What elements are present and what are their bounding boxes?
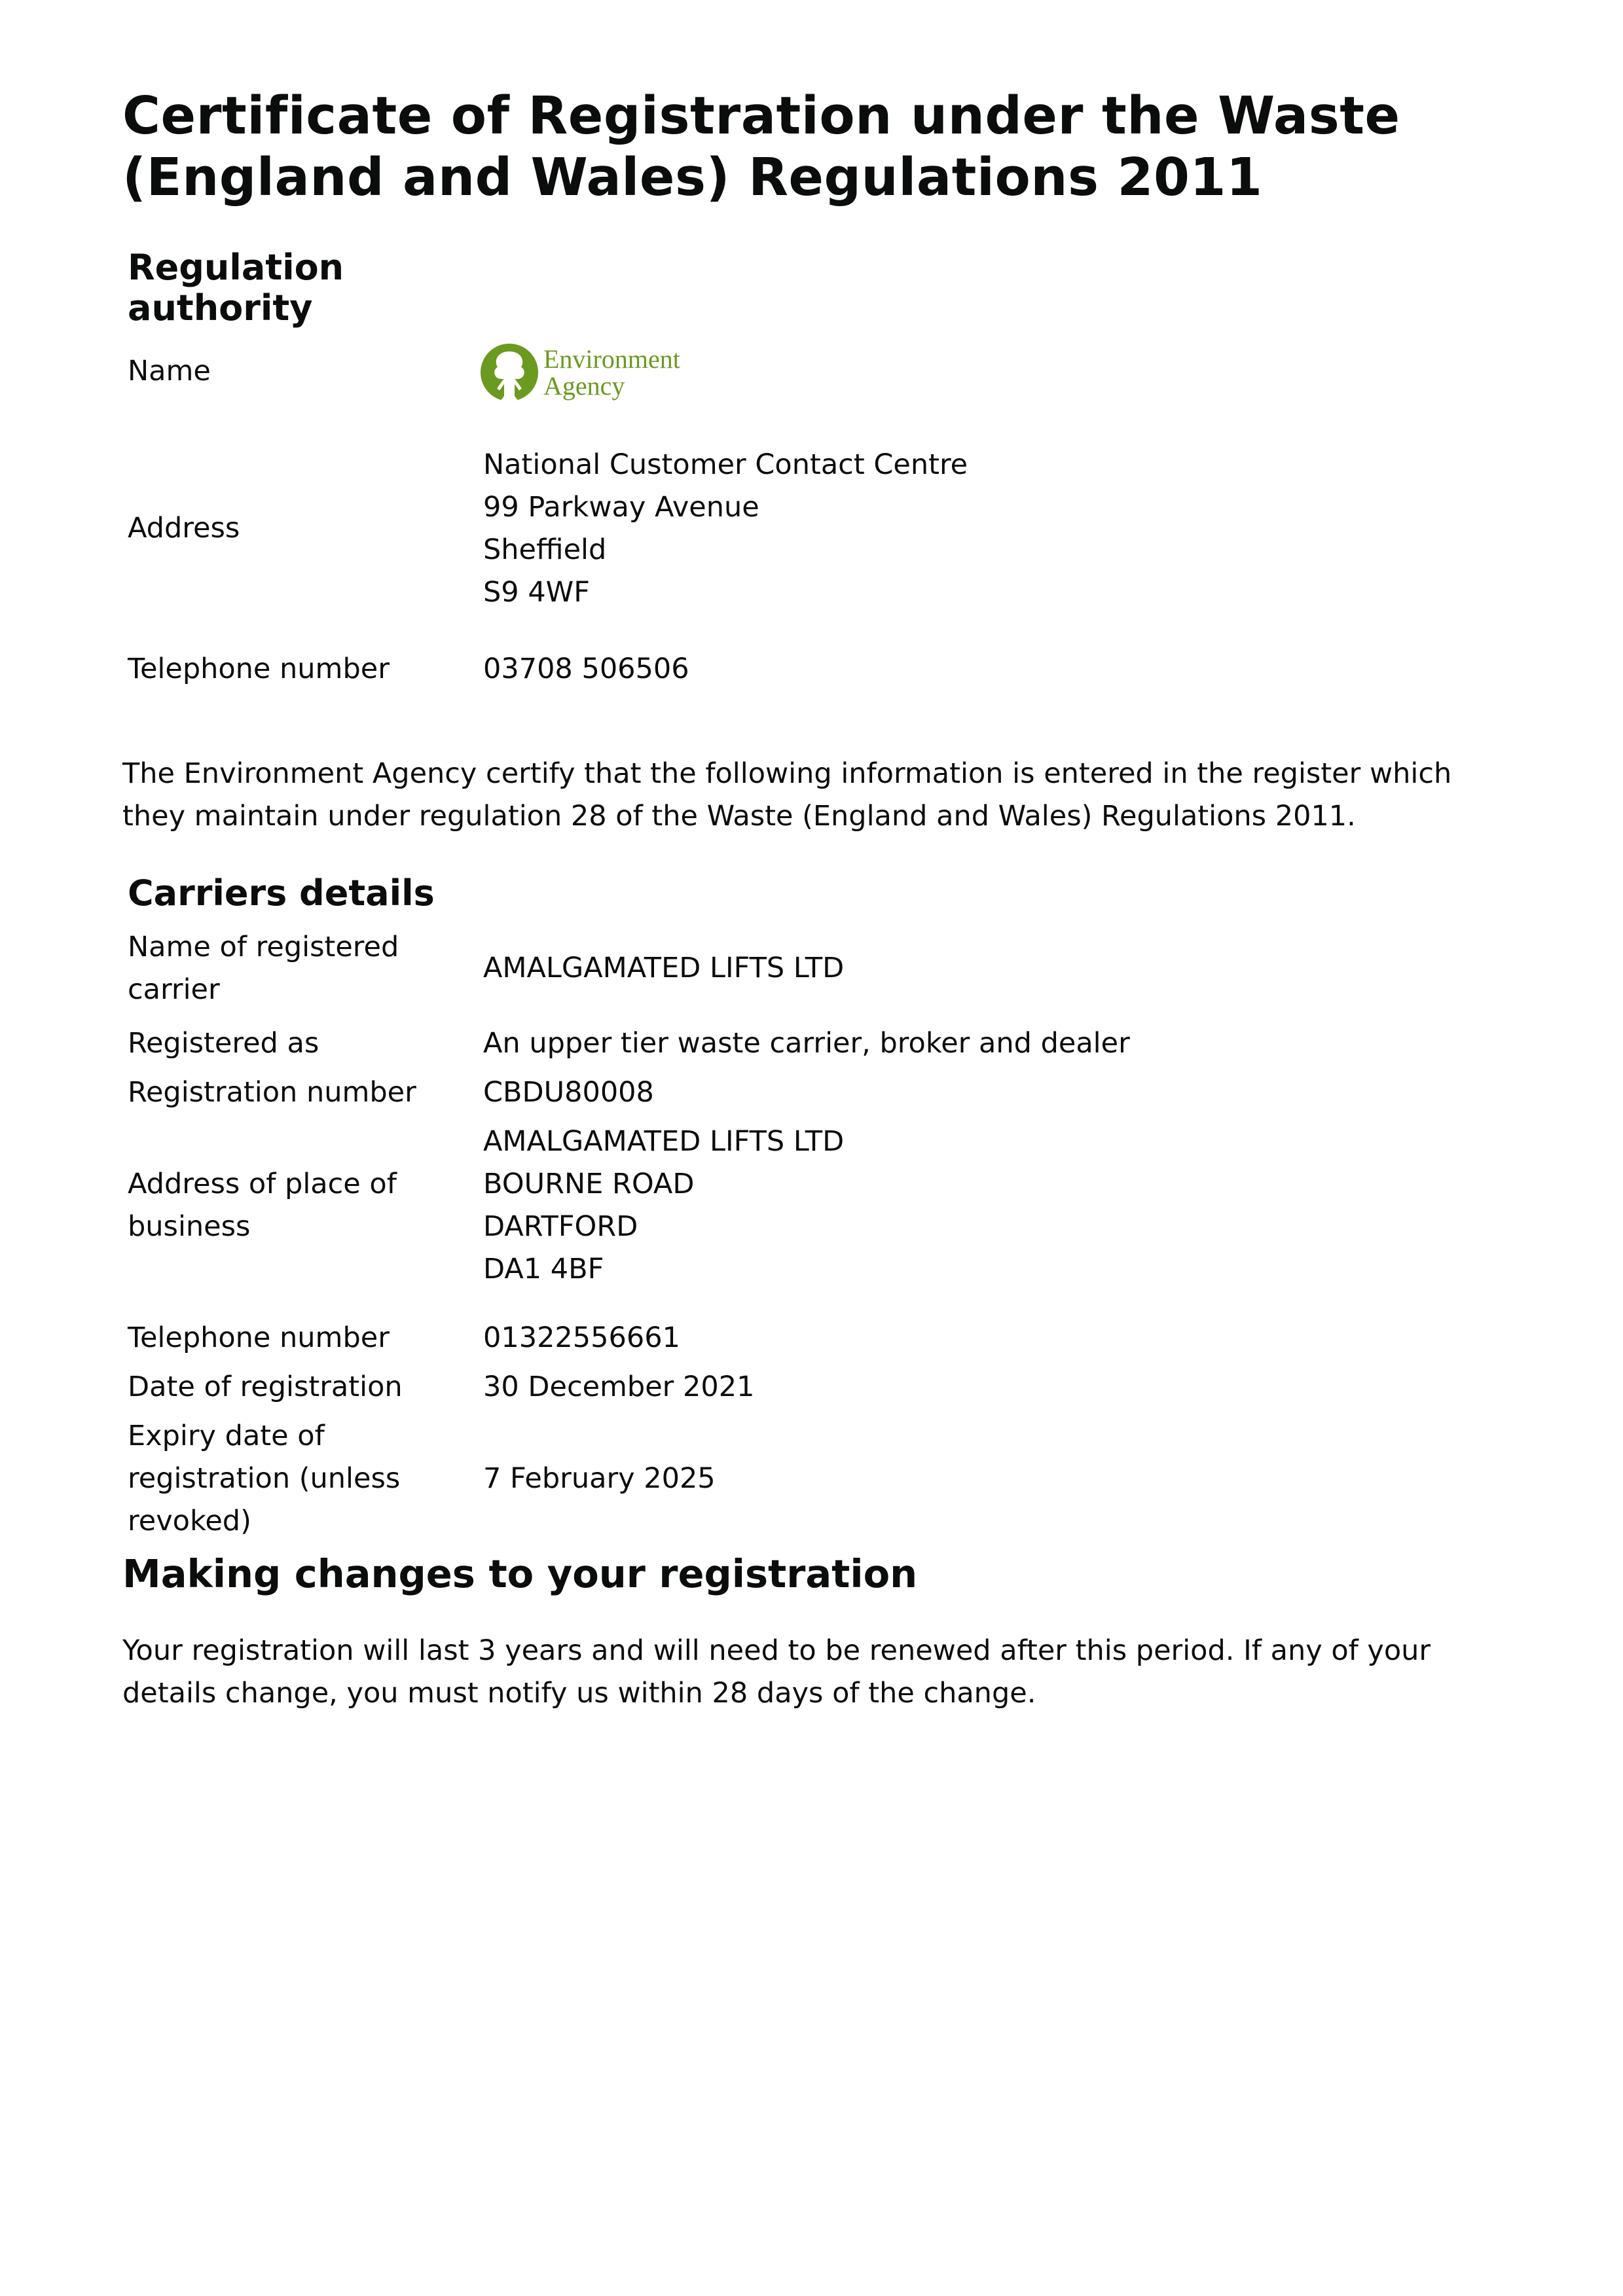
environment-agency-logo — [478, 337, 694, 409]
authority-telephone-value: 03708 506506 — [483, 653, 689, 685]
authority-name-label: Name — [128, 355, 211, 387]
business-address-label-line-1: Address of place of — [128, 1168, 397, 1200]
certify-statement — [122, 753, 1504, 838]
authority-address-line: National Customer Contact Centre — [483, 448, 968, 481]
registered-as-label: Registered as — [128, 1027, 319, 1060]
page-title-line-1: Certificate of Registration under the Waste — [122, 86, 1400, 146]
carriers-details-heading: Carriers details — [128, 872, 435, 914]
logo-text-line-2: Agency — [543, 371, 625, 401]
certify-statement-line-2: they maintain under regulation 28 of the Waste (England and Wales) Regulations 2011. — [122, 800, 1356, 833]
registration-number-label: Registration number — [128, 1076, 416, 1109]
registered-as-value: An upper tier waste carrier, broker and dealer — [483, 1027, 1130, 1060]
page-title-line-2: (England and Wales) Regulations 2011 — [122, 147, 1263, 207]
carrier-name-label — [128, 926, 455, 1011]
regulation-authority-heading — [128, 247, 390, 329]
carrier-telephone-value: 01322556661 — [483, 1321, 680, 1354]
tree-emblem-icon — [481, 344, 538, 401]
carrier-telephone-label: Telephone number — [128, 1321, 390, 1354]
registration-date-label: Date of registration — [128, 1371, 403, 1403]
business-address-label-line-2: business — [128, 1210, 251, 1243]
page-title — [122, 85, 1504, 208]
regulation-authority-heading-line-1: Regulation — [128, 247, 344, 288]
logo-text-line-1: Environment — [543, 344, 680, 374]
certificate-page — [122, 85, 1504, 1710]
business-address-line: DA1 4BF — [483, 1253, 604, 1285]
authority-address-line: Sheffield — [483, 533, 607, 566]
authority-address-line: S9 4WF — [483, 576, 590, 609]
authority-telephone-label: Telephone number — [128, 653, 390, 685]
authority-address-label: Address — [128, 512, 240, 545]
registration-date-value: 30 December 2021 — [483, 1371, 755, 1403]
expiry-date-value: 7 February 2025 — [483, 1462, 716, 1495]
expiry-date-label — [128, 1415, 455, 1543]
expiry-date-label-line-1: Expiry date of — [128, 1420, 325, 1452]
business-address-line: AMALGAMATED LIFTS LTD — [483, 1125, 845, 1158]
making-changes-text — [122, 1630, 1504, 1715]
certify-statement-line-1: The Environment Agency certify that the following information is entered in the register which — [122, 757, 1452, 790]
registration-number-value: CBDU80008 — [483, 1076, 654, 1109]
authority-address-line: 99 Parkway Avenue — [483, 491, 759, 524]
carrier-name-label-line-1: Name of registered — [128, 931, 399, 963]
regulation-authority-heading-line-2: authority — [128, 287, 313, 329]
expiry-date-label-line-2: registration (unless — [128, 1462, 401, 1495]
making-changes-text-line-1: Your registration will last 3 years and will need to be renewed after this period. If any of your — [122, 1634, 1431, 1667]
business-address-line: BOURNE ROAD — [483, 1168, 695, 1200]
expiry-date-label-line-3: revoked) — [128, 1505, 251, 1537]
making-changes-text-line-2: details change, you must notify us within 28 days of the change. — [122, 1677, 1036, 1710]
business-address-value — [483, 1121, 1498, 1291]
making-changes-heading: Making changes to your registration — [122, 1551, 918, 1596]
carrier-name-value: AMALGAMATED LIFTS LTD — [483, 952, 845, 984]
business-address-label — [128, 1163, 455, 1248]
business-address-line: DARTFORD — [483, 1210, 638, 1243]
carrier-name-label-line-2: carrier — [128, 973, 220, 1006]
